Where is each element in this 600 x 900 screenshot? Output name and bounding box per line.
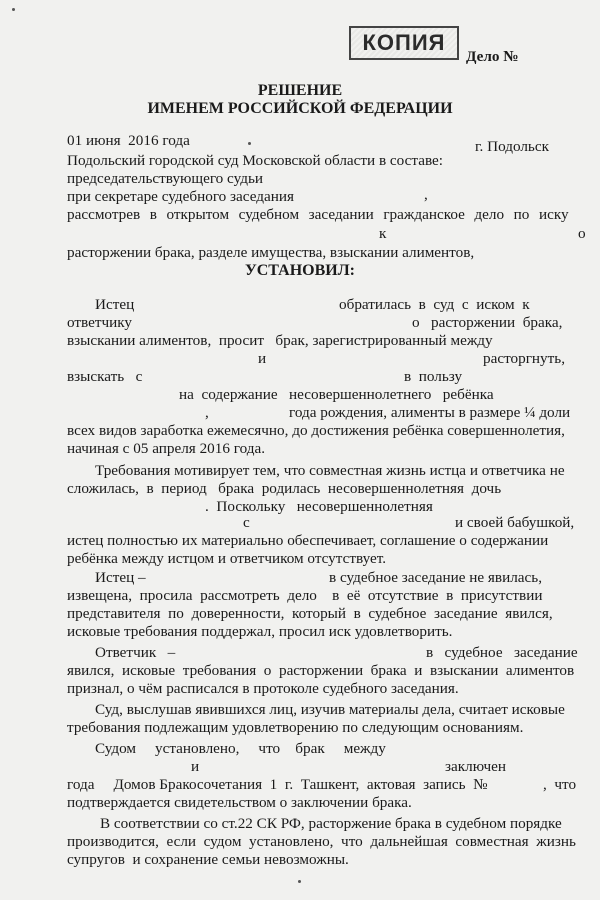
body-line: В соответствии со ст.22 СК РФ, расторжение брака в судебном порядке xyxy=(100,815,562,832)
body-line: , что xyxy=(543,776,577,793)
body-line: ребёнка между истцом и ответчиком отсутствует. xyxy=(67,550,387,567)
body-line: супругов и сохранение семьи невозможны. xyxy=(67,851,349,868)
case-subject: расторжении брака, разделе имущества, взыскании алиментов, xyxy=(67,244,475,261)
body-line: года Домов Бракосочетания 1 г. Ташкент, актовая запись № xyxy=(67,776,488,793)
body-line: требования подлежащим удовлетворению по следующим основаниям. xyxy=(67,719,524,736)
body-line: , xyxy=(205,404,209,421)
body-line: подтверждается свидетельством о заключении брака. xyxy=(67,794,412,811)
decision-subtitle: ИМЕНЕМ РОССИЙСКОЙ ФЕДЕРАЦИИ xyxy=(147,100,453,117)
body-line: исковые требования поддержал, просил иск удовлетворить. xyxy=(67,623,453,640)
body-line: производится, если судом установлено, что дальнейшая совместная жизнь xyxy=(67,833,576,850)
body-line: в судебное заседание xyxy=(426,644,578,661)
body-line: Суд, выслушав явившихся лиц, изучив материалы дела, считает исковые xyxy=(95,701,565,718)
body-line: извещена, просила рассмотреть дело в её отсутствие в присутствии xyxy=(67,587,543,604)
body-line: расторгнуть, xyxy=(483,350,566,367)
body-line: Истец – xyxy=(95,569,146,586)
body-line: признал, о чём расписался в протоколе судебного заседания. xyxy=(67,680,459,697)
body-line: с xyxy=(243,514,250,531)
body-line: Судом установлено, что брак между xyxy=(95,740,386,757)
body-line: обратилась в суд с иском к xyxy=(339,296,530,313)
comma-mark: , xyxy=(424,186,428,203)
court-composition: Подольский городской суд Московской области в составе: xyxy=(67,152,443,169)
body-line: явился, исковые требования о расторжении брака и взыскании алиментов xyxy=(67,662,575,679)
case-review: рассмотрев в открытом судебном заседании гражданское дело по иску xyxy=(67,206,569,223)
decision-city: г. Подольск xyxy=(475,138,549,155)
body-line: Требования мотивирует тем, что совместная жизнь истца и ответчика не xyxy=(95,462,565,479)
body-line: взыскании алиментов, просит брак, зарегистрированный между xyxy=(67,332,493,349)
body-line: на содержание несовершеннолетнего ребёнка xyxy=(179,386,494,403)
body-line: начиная с 05 апреля 2016 года. xyxy=(67,440,266,457)
body-line: и своей бабушкой, xyxy=(455,514,575,531)
established-heading: УСТАНОВИЛ: xyxy=(245,262,355,279)
body-line: взыскать с xyxy=(67,368,143,385)
body-line: представителя по доверенности, который в судебное заседание явился, xyxy=(67,605,553,622)
body-line: Истец xyxy=(95,296,135,313)
body-line: в пользу xyxy=(404,368,463,385)
body-line: о расторжении брака, xyxy=(412,314,563,331)
body-line: всех видов заработка ежемесячно, до достижения ребёнка совершеннолетия, xyxy=(67,422,565,439)
body-line: сложилась, в период брака родилась несовершеннолетняя дочь xyxy=(67,480,502,497)
case-number-label: Дело № xyxy=(466,48,519,65)
presiding-judge: председательствующего судьи xyxy=(67,170,264,187)
case-against: к xyxy=(379,225,387,242)
body-line: и xyxy=(191,758,200,775)
copy-stamp: КОПИЯ xyxy=(349,26,459,60)
case-about: о xyxy=(578,225,586,242)
body-line: Ответчик – xyxy=(95,644,176,661)
decision-title: РЕШЕНИЕ xyxy=(257,82,343,99)
body-line: . Поскольку несовершеннолетняя xyxy=(205,498,433,515)
body-line: в судебное заседание не явилась, xyxy=(329,569,542,586)
body-line: и xyxy=(258,350,267,367)
body-line: заключен xyxy=(445,758,506,775)
body-line: истец полностью их материально обеспечивает, соглашение о содержании xyxy=(67,532,549,549)
court-secretary: при секретаре судебного заседания xyxy=(67,188,294,205)
body-line: года рождения, алименты в размере ¼ доли xyxy=(289,404,571,421)
decision-date: 01 июня 2016 года xyxy=(67,132,190,149)
body-line: ответчику xyxy=(67,314,133,331)
